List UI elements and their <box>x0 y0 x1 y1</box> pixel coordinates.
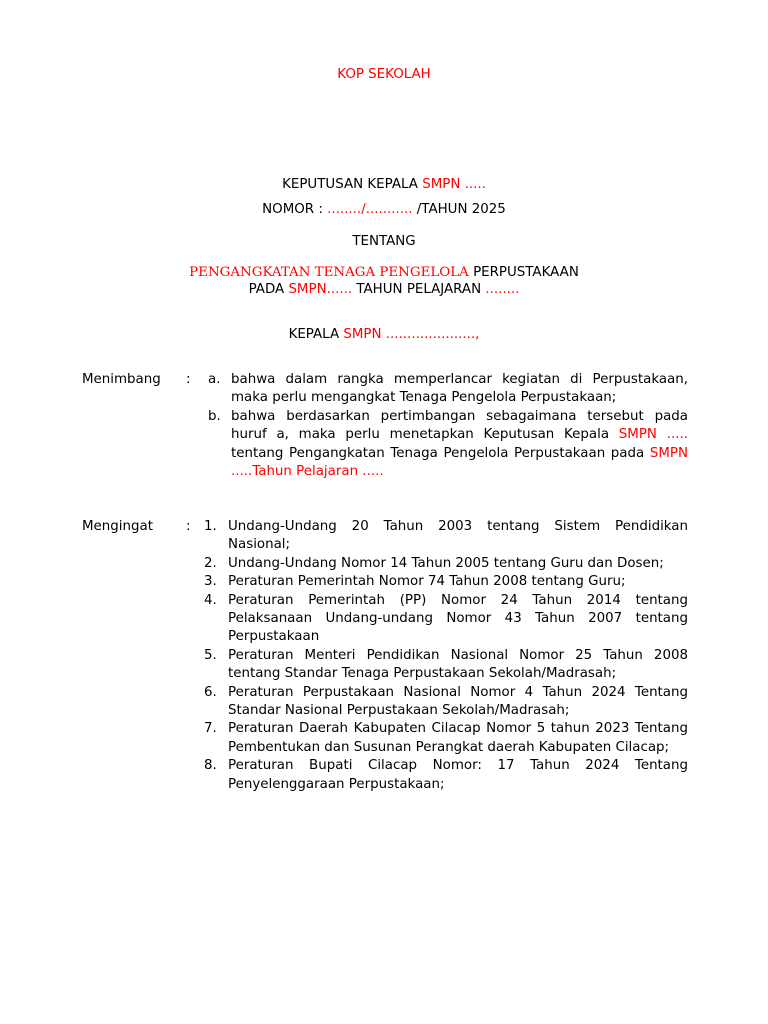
list-item <box>204 518 688 555</box>
menimbang-label: Menimbang <box>82 372 161 387</box>
list-item <box>208 371 688 408</box>
subject-text: PERPUSTAKAAN <box>468 265 579 280</box>
principal-label: KEPALA <box>288 327 344 342</box>
list-item-text: Undang-Undang 20 Tahun 2003 tentang Sistem Pendidikan Nasional; <box>228 519 688 553</box>
list-item <box>204 647 688 684</box>
academic-year-placeholder: ........ <box>485 282 520 297</box>
list-item-text: bahwa dalam rangka memperlancar kegiatan di Perpustakaan, maka perlu mengangkat Tenaga Pengelola Perpustakaan; <box>231 372 688 406</box>
list-item <box>204 573 688 591</box>
list-item <box>204 720 688 757</box>
subject-pada-text: PADA <box>248 282 289 297</box>
decree-year: /TAHUN 2025 <box>412 202 506 217</box>
list-item-text: Peraturan Menteri Pendidikan Nasional Nomor 25 Tahun 2008 tentang Standar Tenaga Perpustakaan Sekolah/Madrasah; <box>228 647 688 682</box>
decree-title <box>0 176 768 194</box>
kop-sekolah-heading: KOP SEKOLAH <box>337 67 431 82</box>
school-year-placeholder: SMPN .....Tahun Pelajaran ..... <box>231 445 688 480</box>
list-item-text: bahwa berdasarkan pertimbangan sebagaimana tersebut pada huruf a, maka perlu menetapkan Keputusan Kepala <box>231 408 688 443</box>
list-marker: 2. <box>204 555 217 571</box>
decree-number-placeholder: ......../........... <box>327 202 413 217</box>
school-placeholder: SMPN ....................., <box>343 327 480 342</box>
menimbang-list <box>208 371 688 481</box>
decree-number-label: NOMOR : <box>262 202 328 217</box>
list-item-text: Peraturan Daerah Kabupaten Cilacap Nomor 5 tahun 2023 Tentang Pembentukan dan Susunan Perangkat daerah Kabupaten Cilacap; <box>228 721 688 755</box>
list-marker: 7. <box>204 721 217 737</box>
list-item-text: Undang-Undang Nomor 14 Tahun 2005 tentang Guru dan Dosen; <box>228 555 664 571</box>
tentang-heading: TENTANG <box>352 234 416 249</box>
subject-red-text: PENGANGKATAN TENAGA PENGELOLA <box>189 265 469 280</box>
decree-number <box>0 201 768 219</box>
list-marker: 6. <box>204 684 217 700</box>
list-item-text: tentang Pengangkatan Tenaga Pengelola Perpustakaan pada <box>231 445 650 461</box>
list-item-text: Peraturan Bupati Cilacap Nomor: 17 Tahun 2024 Tentang Penyelenggaraan Perpustakaan; <box>228 758 688 792</box>
decree-title-text: KEPUTUSAN KEPALA <box>282 177 423 192</box>
list-item <box>204 555 688 573</box>
list-item-text: Peraturan Pemerintah (PP) Nomor 24 Tahun 2014 tentang Pelaksanaan Undang-undang Nomor 43 Tahun 2007 tentang Perpustakaan <box>228 592 688 645</box>
academic-year-label: TAHUN PELAJARAN <box>352 282 486 297</box>
list-item <box>204 592 688 647</box>
list-marker: 8. <box>204 758 217 774</box>
list-marker: 1. <box>204 519 217 534</box>
list-marker: 5. <box>204 647 217 663</box>
menimbang-colon: : <box>186 372 191 387</box>
list-item-text: Peraturan Pemerintah Nomor 74 Tahun 2008 tentang Guru; <box>228 574 626 590</box>
list-marker: a. <box>208 372 221 387</box>
subject-line-2 <box>0 281 768 299</box>
mengingat-list <box>204 518 688 794</box>
list-marker: 3. <box>204 574 217 590</box>
subject-line-1 <box>0 264 768 282</box>
school-placeholder: SMPN...... <box>288 282 353 297</box>
list-item <box>208 408 688 482</box>
list-marker: b. <box>208 408 221 424</box>
list-item-text: Peraturan Perpustakaan Nasional Nomor 4 Tahun 2024 Tentang Standar Nasional Perpustakaan Sekolah/Madrasah; <box>228 684 688 719</box>
mengingat-label: Mengingat <box>82 519 153 534</box>
list-marker: 4. <box>204 592 217 608</box>
principal-heading <box>0 326 768 344</box>
school-placeholder: SMPN ..... <box>618 427 688 443</box>
list-item <box>204 684 688 721</box>
school-placeholder: SMPN ..... <box>422 177 486 192</box>
mengingat-colon: : <box>186 519 191 534</box>
list-item <box>204 757 688 794</box>
